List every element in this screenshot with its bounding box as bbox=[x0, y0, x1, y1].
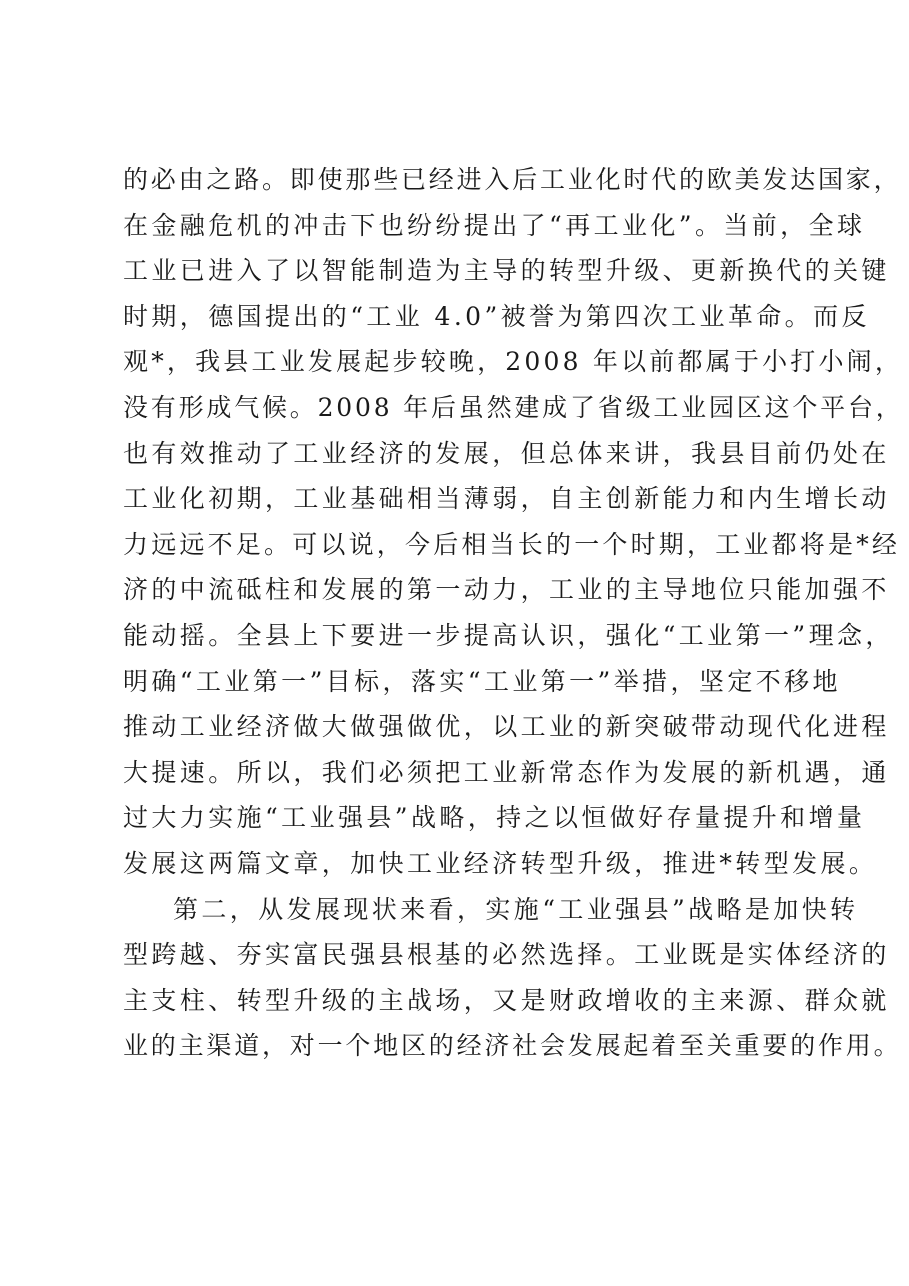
text-line: 也有效推动了工业经济的发展，但总体来讲，我县目前仍处在 bbox=[123, 438, 890, 468]
text-line: 发展这两篇文章，加快工业经济转型升级，推进*转型发展。 bbox=[123, 848, 878, 878]
text-line: 业的主渠道，对一个地区的经济社会发展起着至关重要的作用。 bbox=[123, 1031, 902, 1061]
text-line: 大提速。所以，我们必须把工业新常态作为发展的新机遇，通 bbox=[123, 757, 890, 787]
text-line: 过大力实施“工业强县”战略，持之以恒做好存量提升和增量 bbox=[123, 803, 866, 833]
text-line: 没有形成气候。2008 年后虽然建成了省级工业园区这个平台， bbox=[123, 392, 904, 422]
text-line: 推动工业经济做大做强做优，以工业的新突破带动现代化进程 bbox=[123, 712, 890, 742]
text-line: 型跨越、夯实富民强县根基的必然选择。工业既是实体经济的 bbox=[123, 940, 890, 970]
text-line: 能动摇。全县上下要进一步提高认识，强化“工业第一”理念， bbox=[123, 620, 894, 650]
paragraph-start-line: 第二，从发展现状来看，实施“工业强县”战略是加快转 bbox=[173, 894, 859, 924]
text-line: 在金融危机的冲击下也纷纷提出了“再工业化”。当前，全球 bbox=[123, 210, 866, 240]
text-line: 的必由之路。即使那些已经进入后工业化时代的欧美发达国家， bbox=[123, 165, 902, 194]
text-line: 时期，德国提出的“工业 4.0”被誉为第四次工业革命。而反 bbox=[123, 301, 870, 331]
text-line: 力远远不足。可以说，今后相当长的一个时期，工业都将是*经 bbox=[123, 529, 901, 559]
body-text bbox=[123, 157, 904, 1069]
text-line: 观*，我县工业发展起步较晚，2008 年以前都属于小打小闹， bbox=[123, 347, 904, 377]
text-line: 济的中流砥柱和发展的第一动力，工业的主导地位只能加强不 bbox=[123, 575, 890, 605]
text-line: 工业化初期，工业基础相当薄弱，自主创新能力和内生增长动 bbox=[123, 484, 890, 514]
text-line: 明确“工业第一”目标，落实“工业第一”举措，坚定不移地 bbox=[123, 666, 841, 696]
text-line: 工业已进入了以智能制造为主导的转型升级、更新换代的关键 bbox=[123, 256, 890, 286]
text-line: 主支柱、转型升级的主战场，又是财政增收的主来源、群众就 bbox=[123, 985, 890, 1015]
